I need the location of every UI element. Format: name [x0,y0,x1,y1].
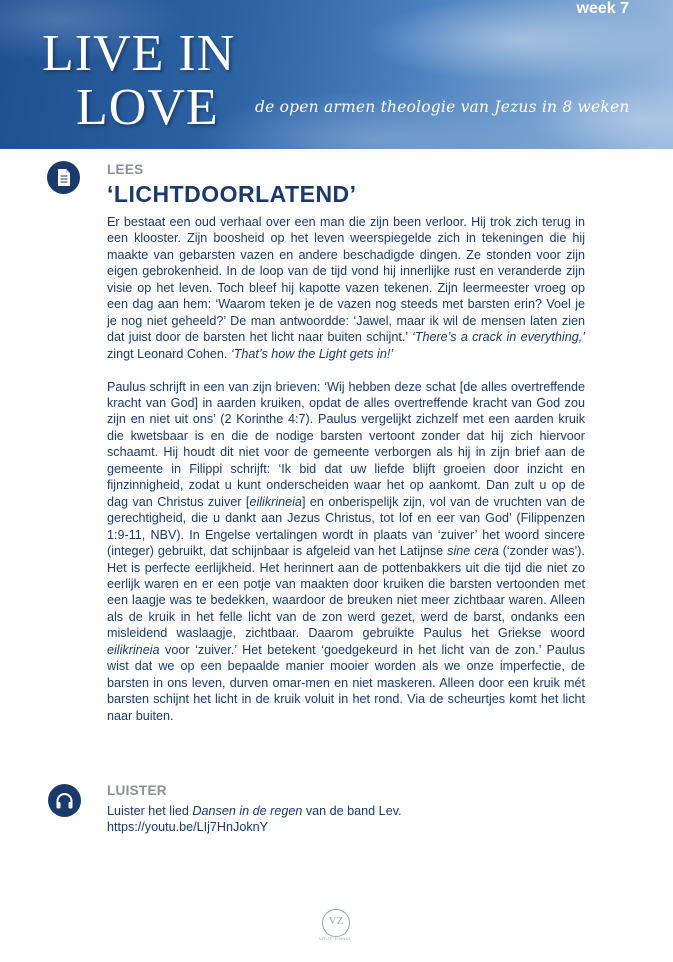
document-icon [47,161,80,194]
logo-text: VRIJE ZINNIG [318,936,351,941]
paragraph-2-part2: ] en onberispelijk zijn, vol van de vruchten van de gerechtigheid, die u dankt aan Jezus Christus, tot lof en eer van God’ (Filippenzen 1:9-11, NBV). In Engelse vertalingen wordt in plaats van ‘zuiver’ het woord sincere (integer) gebruikt, dat schijnbaar is afgeleid van het Latijnse [107,494,585,559]
section-label-luister: LUISTER [107,783,167,798]
youtube-link[interactable]: https://youtu.be/LIj7HnJoknY [107,820,269,835]
paragraph-1 [107,214,585,362]
subtitle: de open armen theologie van Jezus in 8 weken [255,98,630,116]
paragraph-2-part3: (‘zonder was’). Het is perfecte eerlijkheid. Het herinnert aan de pottenbakkers uit die tijd die niet zo eerlijk waren en er een potje van maakten door kruiken die barsten vertoonden met een laagje was te bedekken, waardoor de breuken niet meer zichtbaar waren. Alleen als de kruik in het felle licht van de zon werd gezet, werd de barst, ondanks een misleidend waslaagje, zichtbaar. Daarom gebruikte Paulus het Griekse woord [107,544,585,641]
term-sine-cera: sine cera [447,544,499,559]
headphones-icon [48,784,81,817]
term-eilikrineia-1: eilikrineia [249,494,302,509]
paragraph-2 [107,379,585,725]
section-label-lees: LEES [107,162,144,177]
lees-body [107,214,585,724]
title-line1: LIVE IN [42,25,236,82]
luister-text-after: van de band Lev. [302,804,402,818]
luister-text [107,803,585,819]
logo-mark: VZ [328,915,344,927]
term-eilikrineia-2: eilikrineia [107,642,160,657]
week-label: week 7 [576,0,629,17]
paragraph-1-text: Er bestaat een oud verhaal over een man die zijn been verloor. Hij trok zich terug in een klooster. Zijn boosheid op het leven weerspiegelde zich in tekeningen die hij maakte van gebarsten vazen en andere beschadigde dingen. Ze stonden voor zijn eigen gebrokenheid. In de loop van de tijd vond hij innerlijke rust en veranderde zijn visie op het leven. Toch bleef hij kapotte vazen tekenen. Zijn leermeester vroeg op een dag aan hem: ‘Waarom teken je de vazen nog steeds met barsten erin? Voel je je nog niet geheeld?’ De man antwoordde: ‘Jawel, maar ik wil de mensen laten zien dat juist door de barsten het licht naar buiten schijnt.’ [107,215,585,345]
vz-logo [322,909,350,937]
luister-text-before: Luister het lied [107,804,193,818]
title-line2: LOVE [76,79,219,136]
song-title: Dansen in de regen [192,804,303,818]
paragraph-2-part4: voor ‘zuiver.’ Het betekent ‘goedgekeurd in het licht van de zon.’ Paulus wist dat we op een bepaalde manier mooier worden als we onze imperfectie, de barsten in ons leven, durven omar-men en niet maskeren. Alleen door een kruik mét barsten schijnt het licht in de kruik voluit in het rond. Via de scheurtjes komt het licht naar buiten. [107,642,585,723]
paragraph-2-part1: Paulus schrijft in een van zijn brieven: ‘Wij hebben deze schat [de alles overtreffende kracht van God] in aarden kruiken, opdat de alles overtreffende kracht van God zou zijn en niet uit ons’ (2 Korinthe 4:7). Paulus vergelijkt zichzelf met een aarden kruik die kwetsbaar is en die de nodige barsten vertoont zonder dat hij zich hiervoor schaamt. Hij houdt dit niet voor de gemeente verborgen als hij in zijn brief aan de gemeente in Filippi schrijft: ‘Ik bid dat uw liefde blijft groeien door inzicht en fijnzinnigheid, zodat u kunt onderscheiden waar het op aankomt. Dan zult u op de dag van Christus zuiver [ [107,379,585,509]
luister-body [107,803,585,836]
section-heading: ‘LICHTDOORLATEND’ [107,181,357,207]
paragraph-1-mid: zingt Leonard Cohen. [107,346,231,361]
cohen-quote-1: ‘There’s a crack in everything,’ [411,330,586,345]
cohen-quote-2: ‘That’s how the Light gets in!’ [230,346,394,361]
header-banner [0,0,673,149]
